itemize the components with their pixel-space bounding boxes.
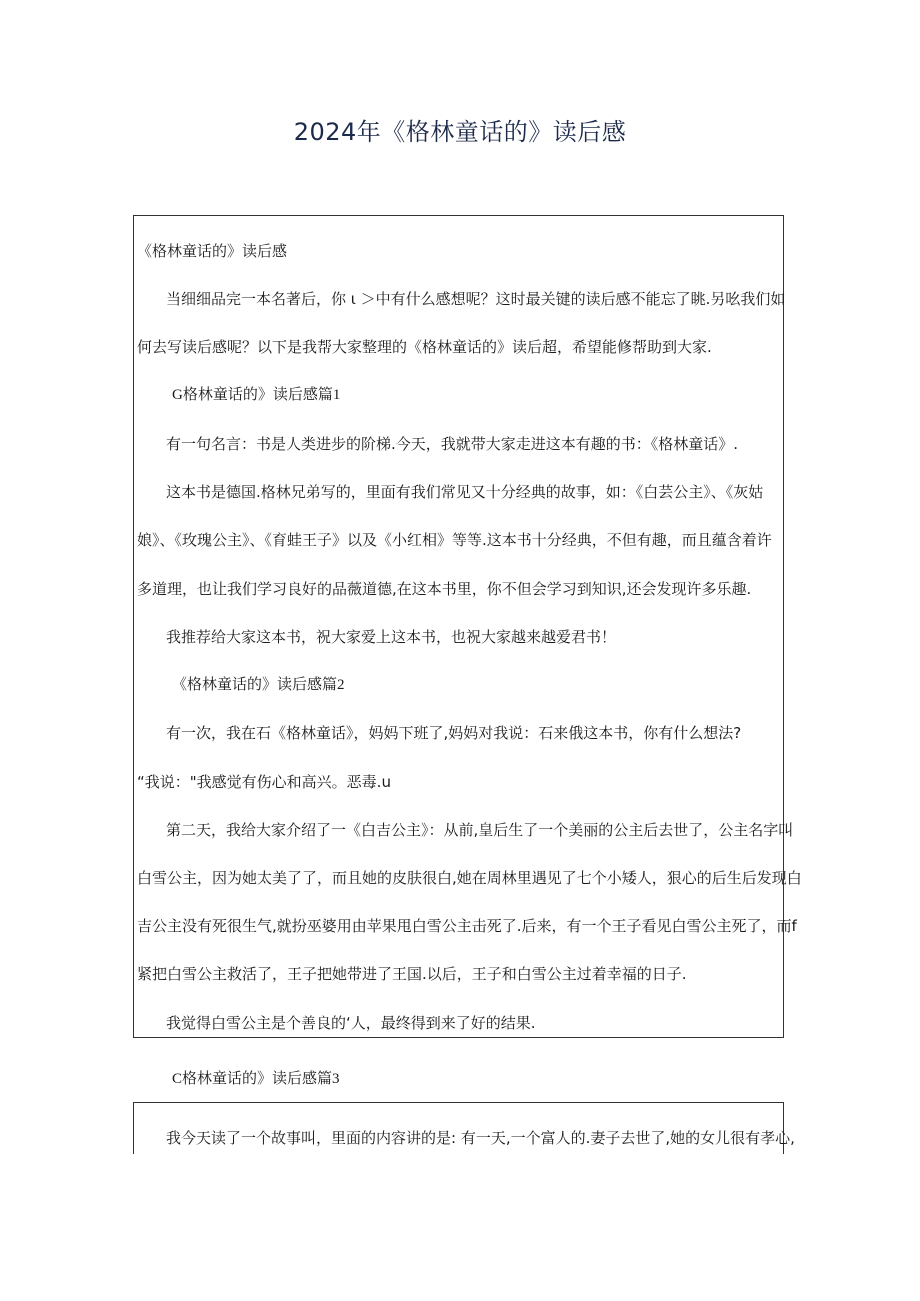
essay1-title: G格林童话的》读后感篇1 — [172, 387, 341, 403]
essay2-paragraph-line: 第二天，我给大家介绍了一《白吉公主》：从前,皇后生了一个美丽的公主后去世了，公主名字叫 — [166, 821, 794, 839]
essay1-paragraph-line: 多道理，也让我们学习良好的品薇道德,在这本书里，你不但会学习到知识,还会发现许多乐趣. — [137, 580, 752, 598]
intro-paragraph-line: 何去写读后感呢？以下是我帮大家整理的《格林童话的》读后超，希望能修帮助到大家. — [137, 338, 712, 356]
intro-paragraph-line: 当细细品完一本名著后，你 ι ＞中有什么感想呢？这时最关键的读后感不能忘了眺.另吆我们如 — [166, 290, 786, 308]
essay3-title: C格林童话的》读后感篇3 — [172, 1071, 340, 1087]
essay2-paragraph: 我觉得白雪公主是个善良的‘人，最终得到来了好的结果. — [166, 1014, 536, 1032]
document-title: 2024年《格林童话的》读后感 — [293, 118, 627, 146]
essay2-paragraph-line: 吉公主没有死很生气,就扮巫婆用由苹果甩白雪公主击死了.后来，有一个王子看见白雪公主死了，而f — [137, 917, 797, 935]
essay1-paragraph: 有一句名言：书是人类进步的阶梯.今天，我就带大家走进这本有趣的书：《格林童话》. — [166, 435, 739, 453]
essay2-paragraph: 有一次，我在石《格林童话》，妈妈下班了,妈妈对我说：石来俄这本书，你有什么想法? — [166, 724, 742, 742]
essay2-paragraph-line: 白雪公主，因为她太美了了，而且她的皮肤很白,她在周林里遇见了七个小矮人，狠心的后生后发现白 — [137, 869, 802, 887]
essay2-paragraph: “我说："我感觉有伤心和高兴。恶毒.u — [137, 773, 391, 791]
section-heading: 《格林童话的》读后感 — [137, 242, 288, 260]
essay1-paragraph-line: 娘》、《玫瑰公主》、《育蛙王子》以及《小红相》等等.这本书十分经典，不但有趣，而且蕴含着许 — [137, 531, 772, 549]
essay1-paragraph-line: 这本书是德国.格林兄弟写的，里面有我们常见又十分经典的故事，如：《白芸公主》、《灰姑 — [166, 483, 764, 501]
essay2-title: 《格林童话的》读后感篇2 — [172, 677, 345, 693]
essay2-paragraph-line: 紧把白雪公主救活了，王子把她带进了王国.以后，王子和白雪公主过着幸福的日子. — [137, 965, 687, 983]
essay1-paragraph: 我推荐给大家这本书，祝大家爱上这本书，也祝大家越来越爱君书！ — [166, 628, 617, 646]
essay3-paragraph: 我今天读了一个故事叫，里面的内容讲的是: 有一天,一个富人的.妻子去世了,她的女儿很有孝心, — [166, 1129, 795, 1147]
